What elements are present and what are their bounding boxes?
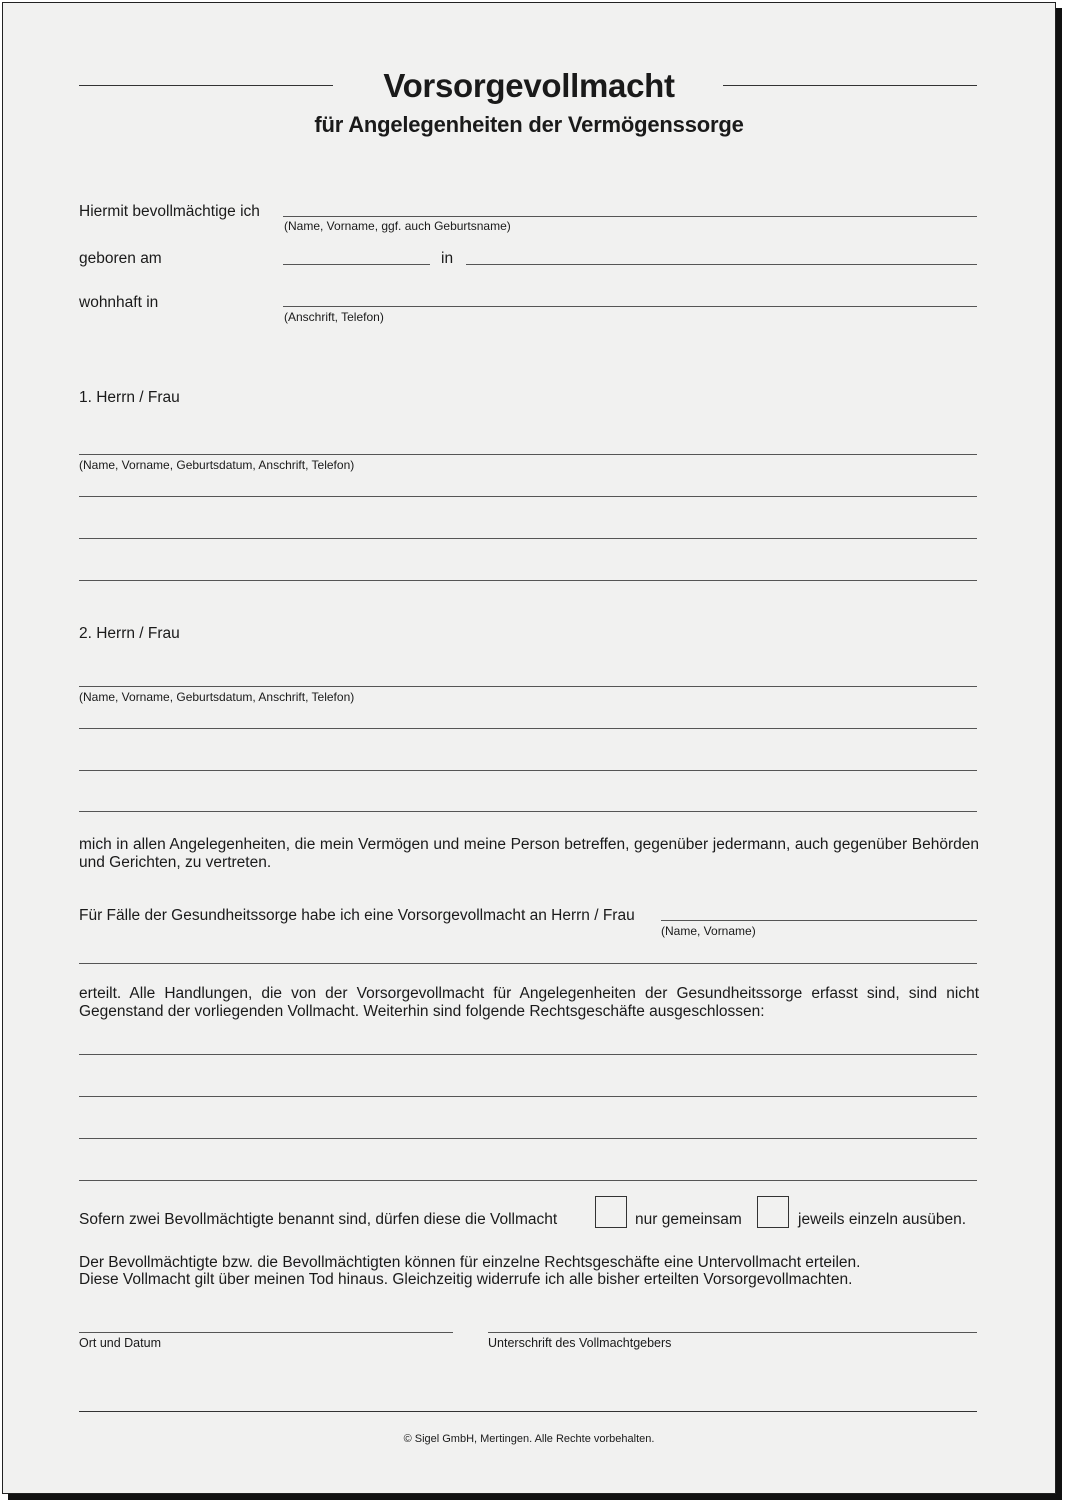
grantor-name-hint: (Name, Vorname, ggf. auch Geburtsname) — [284, 219, 511, 233]
exclusion-line-1[interactable] — [79, 1054, 977, 1055]
residence-hint: (Anschrift, Telefon) — [284, 310, 384, 324]
agent1-label: 1. Herrn / Frau — [79, 389, 180, 406]
place-date-field[interactable] — [79, 1332, 453, 1333]
form-subtitle: für Angelegenheiten der Vermögenssorge — [314, 112, 744, 137]
agent2-line-2[interactable] — [79, 728, 977, 729]
agent2-label: 2. Herrn / Frau — [79, 625, 180, 642]
individual-checkbox[interactable] — [757, 1196, 789, 1228]
health-line-2[interactable] — [79, 963, 977, 964]
joint-option-label: nur gemeinsam — [635, 1211, 742, 1228]
birth-place-label: in — [441, 250, 454, 267]
agent2-line-4[interactable] — [79, 811, 977, 812]
agent2-line-3[interactable] — [79, 770, 977, 771]
grantor-name-field[interactable] — [283, 216, 977, 217]
joint-prefix: Sofern zwei Bevollmächtigte benannt sind, dürfen diese die Vollmacht — [79, 1211, 558, 1228]
agent1-line-2[interactable] — [79, 496, 977, 497]
agent2-line-1[interactable] — [79, 686, 977, 687]
bottom-rule — [79, 1411, 977, 1412]
exclusion-line-4[interactable] — [79, 1180, 977, 1181]
exclusion-line-3[interactable] — [79, 1138, 977, 1139]
joint-checkbox[interactable] — [595, 1196, 627, 1228]
signature-label: Unterschrift des Vollmachtgebers — [488, 1336, 672, 1350]
agent1-line-3[interactable] — [79, 538, 977, 539]
form-sheet — [2, 2, 1056, 1494]
form-title: Vorsorgevollmacht — [383, 67, 675, 104]
copyright-footer: © Sigel GmbH, Mertingen. Alle Rechte vorbehalten. — [403, 1433, 655, 1445]
agent2-hint: (Name, Vorname, Geburtsdatum, Anschrift, Telefon) — [79, 690, 355, 704]
grantor-name-label: Hiermit bevollmächtige ich — [79, 203, 260, 220]
residence-field[interactable] — [283, 306, 977, 307]
individual-option-label: jeweils einzeln ausüben. — [798, 1211, 967, 1228]
health-name-field[interactable] — [661, 920, 977, 921]
birth-date-label: geboren am — [79, 250, 162, 267]
agent1-hint: (Name, Vorname, Geburtsdatum, Anschrift, Telefon) — [79, 458, 355, 472]
scope-text: mich in allen Angelegenheiten, die mein Vermögen und meine Person betreffen, gegenüber jedermann, auch gegenüber Behörden und Gerichten, zu vertreten. — [79, 836, 979, 871]
birth-date-field[interactable] — [283, 264, 430, 265]
health-label: Für Fälle der Gesundheitssorge habe ich eine Vorsorgevollmacht an Herrn / Frau — [79, 907, 635, 924]
validity-text: Diese Vollmacht gilt über meinen Tod hinaus. Gleichzeitig widerrufe ich alle bisher erteilten Vorsorgevollmachten. — [79, 1271, 853, 1288]
health-hint: (Name, Vorname) — [661, 924, 756, 938]
signature-field[interactable] — [488, 1332, 977, 1333]
sub-power-text: Der Bevollmächtigte bzw. die Bevollmächtigten können für einzelne Rechtsgeschäfte eine Untervollmacht erteilen. — [79, 1254, 861, 1271]
agent1-line-1[interactable] — [79, 454, 977, 455]
residence-label: wohnhaft in — [79, 294, 159, 311]
exclusion-text: erteilt. Alle Handlungen, die von der Vorsorgevollmacht für Angelegenheiten der Gesundheitssorge erfasst sind, sind nicht Gegenstand der vorliegenden Vollmacht. Weiterhin sind folgende Rechtsgeschäfte ausgeschlossen: — [79, 985, 979, 1020]
exclusion-line-2[interactable] — [79, 1096, 977, 1097]
birth-place-field[interactable] — [466, 264, 977, 265]
place-date-label: Ort und Datum — [79, 1336, 161, 1350]
agent1-line-4[interactable] — [79, 580, 977, 581]
